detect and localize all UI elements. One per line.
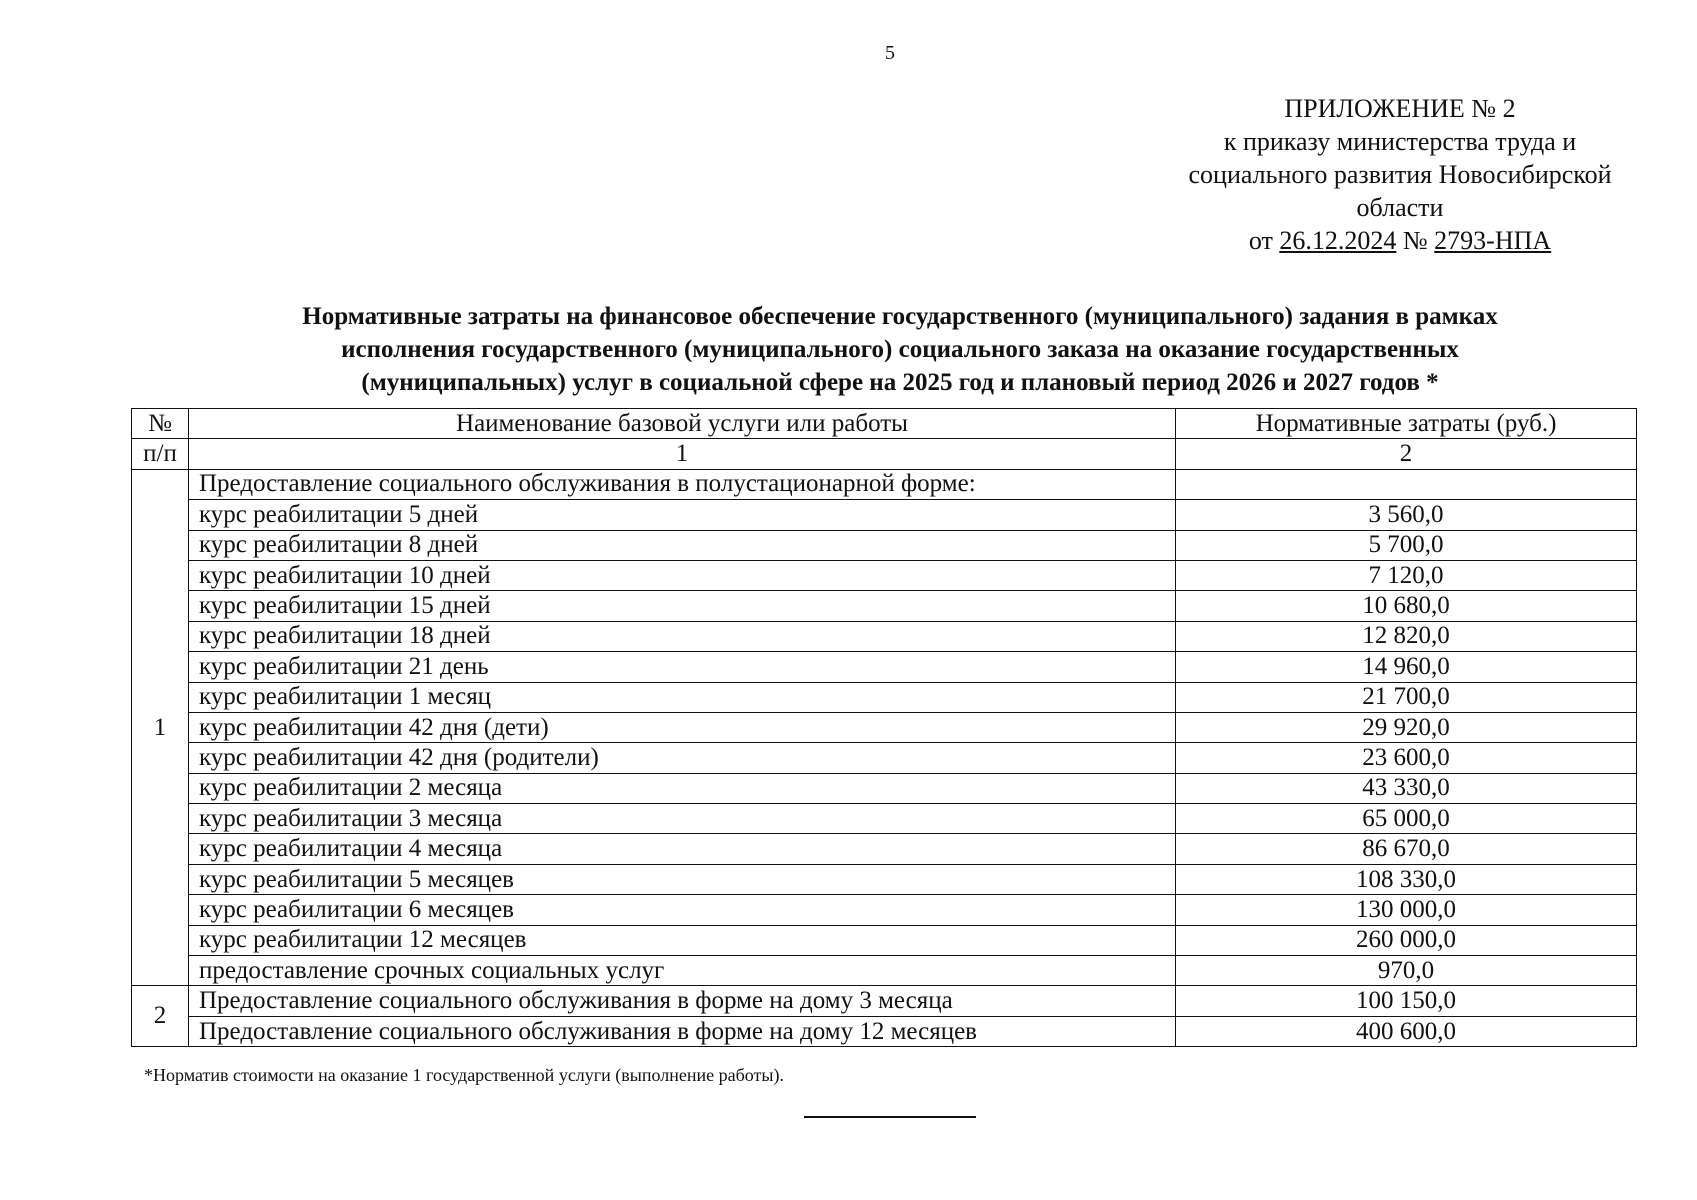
service-name: курс реабилитации 1 месяц — [189, 682, 1176, 712]
service-name: курс реабилитации 42 дня (дети) — [189, 712, 1176, 742]
cost-cell: 108 330,0 — [1176, 864, 1637, 894]
service-name: курс реабилитации 2 месяца — [189, 773, 1176, 803]
cost-cell: 65 000,0 — [1176, 804, 1637, 834]
service-name: курс реабилитации 42 дня (родители) — [189, 743, 1176, 773]
appendix-line-3: области — [1356, 193, 1444, 222]
table-index-row — [132, 439, 1637, 469]
table-row — [132, 1016, 1637, 1046]
service-name: курс реабилитации 5 дней — [189, 500, 1176, 530]
table-row — [132, 986, 1637, 1016]
table-row — [132, 712, 1637, 742]
header-cost: Нормативные затраты (руб.) — [1176, 409, 1637, 439]
service-name: курс реабилитации 8 дней — [189, 530, 1176, 560]
service-name: курс реабилитации 15 дней — [189, 591, 1176, 621]
table-row — [132, 469, 1637, 499]
appendix-block — [1140, 92, 1660, 257]
cost-cell: 260 000,0 — [1176, 925, 1637, 955]
table-row — [132, 682, 1637, 712]
table-row — [132, 895, 1637, 925]
cost-cell: 5 700,0 — [1176, 530, 1637, 560]
order-date: 26.12.2024 — [1279, 226, 1397, 255]
service-name: курс реабилитации 18 дней — [189, 621, 1176, 651]
cost-cell: 100 150,0 — [1176, 986, 1637, 1016]
col-index-name: 1 — [189, 439, 1176, 469]
row-number: 1 — [132, 469, 189, 986]
table-row — [132, 621, 1637, 651]
table-row — [132, 834, 1637, 864]
service-name: курс реабилитации 4 месяца — [189, 834, 1176, 864]
table-row — [132, 773, 1637, 803]
group-heading: Предоставление социального обслуживания в полустационарной форме: — [189, 469, 1176, 499]
order-number: 2793-НПА — [1434, 226, 1552, 255]
table-row — [132, 530, 1637, 560]
table-row — [132, 500, 1637, 530]
date-prefix: от — [1248, 226, 1273, 255]
norms-table-body — [132, 409, 1637, 1047]
cost-cell: 12 820,0 — [1176, 621, 1637, 651]
header-name: Наименование базовой услуги или работы — [189, 409, 1176, 439]
cost-cell: 23 600,0 — [1176, 743, 1637, 773]
title-line-1: Нормативные затраты на финансовое обеспечение государственного (муниципального) задания в рамках — [302, 303, 1498, 330]
norms-table — [131, 408, 1637, 1047]
table-row — [132, 560, 1637, 590]
service-name: Предоставление социального обслуживания в форме на дому 3 месяца — [189, 986, 1176, 1016]
title-line-3: (муниципальных) услуг в социальной сфере на 2025 год и плановый период 2026 и 2027 годов * — [361, 369, 1439, 396]
cost-cell: 3 560,0 — [1176, 500, 1637, 530]
service-name: Предоставление социального обслуживания в форме на дому 12 месяцев — [189, 1016, 1176, 1046]
appendix-line-1: к приказу министерства труда и — [1223, 127, 1577, 156]
service-name: курс реабилитации 3 месяца — [189, 804, 1176, 834]
table-row — [132, 956, 1637, 986]
table-header-row — [132, 409, 1637, 439]
document-title — [150, 300, 1650, 399]
end-divider — [804, 1116, 976, 1118]
title-line-2: исполнения государственного (муниципального) социального заказа на оказание государственных — [341, 336, 1459, 363]
number-prefix: № — [1402, 226, 1428, 255]
service-name: курс реабилитации 5 месяцев — [189, 864, 1176, 894]
header-num-2: п/п — [132, 439, 189, 469]
row-number: 2 — [132, 986, 189, 1047]
header-num-1: № — [132, 409, 189, 439]
cost-cell: 21 700,0 — [1176, 682, 1637, 712]
col-index-cost: 2 — [1176, 439, 1637, 469]
table-row — [132, 925, 1637, 955]
table-row — [132, 652, 1637, 682]
cost-cell — [1176, 469, 1637, 499]
service-name: курс реабилитации 10 дней — [189, 560, 1176, 590]
table-row — [132, 804, 1637, 834]
cost-cell: 970,0 — [1176, 956, 1637, 986]
cost-cell: 29 920,0 — [1176, 712, 1637, 742]
service-name: курс реабилитации 21 день — [189, 652, 1176, 682]
table-row — [132, 591, 1637, 621]
table-row — [132, 743, 1637, 773]
page-number: 5 — [885, 42, 895, 64]
cost-cell: 130 000,0 — [1176, 895, 1637, 925]
footnote: *Норматив стоимости на оказание 1 государственной услуги (выполнение работы). — [144, 1065, 785, 1085]
table-row — [132, 864, 1637, 894]
appendix-order-ref — [1140, 224, 1660, 257]
cost-cell: 86 670,0 — [1176, 834, 1637, 864]
appendix-title: ПРИЛОЖЕНИЕ № 2 — [1284, 94, 1516, 123]
service-name: курс реабилитации 12 месяцев — [189, 925, 1176, 955]
appendix-line-2: социального развития Новосибирской — [1188, 160, 1612, 189]
service-name: курс реабилитации 6 месяцев — [189, 895, 1176, 925]
cost-cell: 10 680,0 — [1176, 591, 1637, 621]
cost-cell: 14 960,0 — [1176, 652, 1637, 682]
cost-cell: 43 330,0 — [1176, 773, 1637, 803]
cost-cell: 400 600,0 — [1176, 1016, 1637, 1046]
service-name: предоставление срочных социальных услуг — [189, 956, 1176, 986]
cost-cell: 7 120,0 — [1176, 560, 1637, 590]
